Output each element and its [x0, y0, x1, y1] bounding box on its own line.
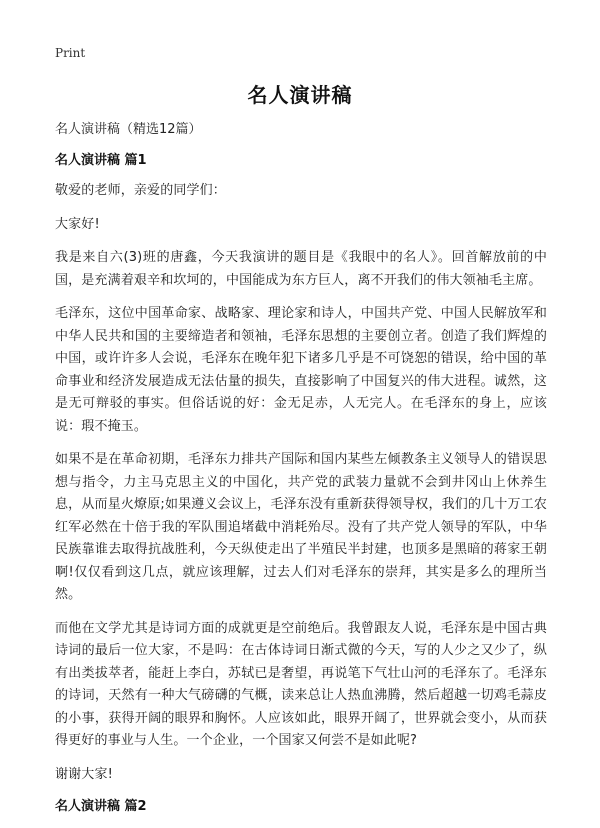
paragraph-poetry: 而他在文学尤其是诗词方面的成就更是空前绝后。我曾跟友人说，毛泽东是中国古典诗词的最后一位大家，不是吗：在古体诗词日渐式微的今天，写的人少之又少了，纵有出类拔萃者，能赶上李白，苏轼已是奢望，再说笔下气壮山河的毛泽东了。毛泽东的诗词，天然有一种大气磅礴的气概，读来总让人热血沸腾，然后超越一切鸡毛蒜皮的小事，获得开阔的眼界和胸怀。人应该如此，眼界开阔了，世界就会变小，从而获得更好的事业与人生。一个企业，一个国家又何尝不是如此呢? [55, 620, 547, 748]
document-title: 名人演讲稿 [247, 83, 353, 107]
paragraph-revolution: 如果不是在革命初期，毛泽东力排共产国际和国内某些左倾教条主义领导人的错误思想与指令，力主马克思主义的中国化，共产党的武装力量就不会到井冈山上休养生息，从而星火燎原;如果遵义会议上，毛泽东没有重新获得领导权，我们的几十万工农红军必然在十倍于我的军队围追堵截中消耗殆尽。没有了共产党人领导的军队，中华民族靠谁去取得抗战胜利，今天纵使走出了半殖民半封建，也顶多是黑暗的蒋家王朝啊!仅仅看到这几点，就应该理解，过去人们对毛泽东的崇拜，其实是多么的理所当然。 [55, 452, 547, 602]
paragraph-mao-description: 毛泽东，这位中国革命家、战略家、理论家和诗人，中国共产党、中国人民解放军和中华人民共和国的主要缔造者和领袖，毛泽东思想的主要创立者。创造了我们辉煌的中国，或许许多人会说，毛泽东在晚年犯下诸多几乎是不可饶恕的错误，给中国的革命事业和经济发展造成无法估量的损失，直接影响了中国复兴的伟大进程。诚然，这是无可辩驳的事实。但俗话说的好：金无足赤，人无完人。在毛泽东的身上，应该说：瑕不掩玉。 [55, 306, 547, 434]
paragraph-intro: 我是来自六(3)班的唐鑫，今天我演讲的题目是《我眼中的名人》。回首解放前的中国，是充满着艰辛和坎坷的，中国能成为东方巨人，离不开我们的伟大领袖毛主席。 [55, 250, 547, 288]
paragraph-greeting: 敬爱的老师，亲爱的同学们： [55, 183, 226, 198]
print-link[interactable]: Print [55, 46, 86, 60]
section-heading-2: 名人演讲稿 篇2 [55, 799, 147, 814]
paragraph-hello: 大家好! [55, 216, 100, 232]
document-subtitle: 名人演讲稿（精选12篇） [55, 122, 202, 137]
paragraph-thanks: 谢谢大家! [55, 766, 113, 782]
document-body [55, 120, 547, 826]
section-heading-1: 名人演讲稿 篇1 [55, 153, 147, 168]
